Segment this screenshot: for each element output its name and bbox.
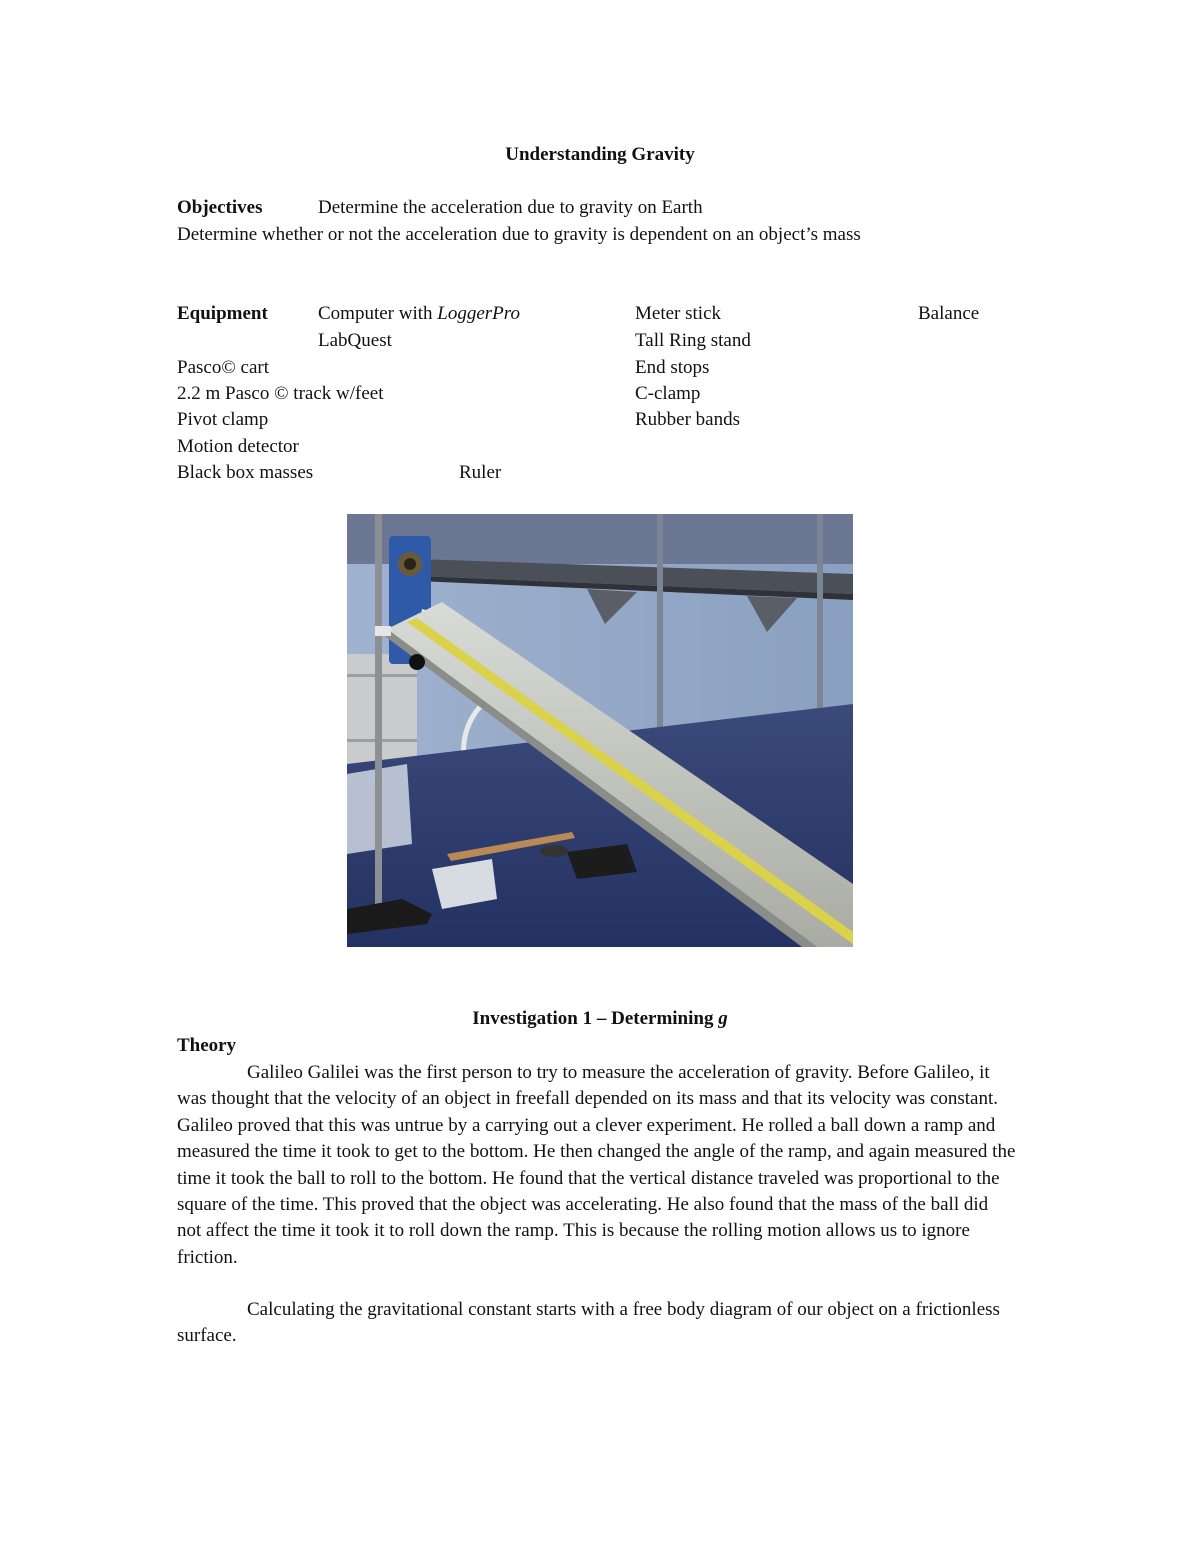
theory-paragraph-2 <box>177 1297 1017 1350</box>
theory-paragraph-1 <box>177 1060 1017 1271</box>
equipment-item: Pivot clamp <box>177 409 269 430</box>
objectives-label: Objectives <box>177 197 263 218</box>
theory-label: Theory <box>177 1035 237 1056</box>
equipment-software: LoggerPro <box>437 303 520 324</box>
equipment-computer <box>318 301 520 327</box>
investigation-title-text: Investigation 1 – Determining <box>472 1008 719 1029</box>
investigation-title <box>0 1006 1200 1032</box>
lab-setup-photo <box>347 514 853 947</box>
equipment-item: Motion detector <box>177 436 299 457</box>
equipment-item: 2.2 m Pasco © track w/feet <box>177 383 384 404</box>
equipment-item: Balance <box>918 303 980 324</box>
equipment-labquest: LabQuest <box>318 330 392 351</box>
equipment-item: Rubber bands <box>635 409 741 430</box>
equipment-item: End stops <box>635 357 710 378</box>
theory-paragraph-1-text: Galileo Galilei was the first person to try to measure the acceleration of gravity. Before Galileo, it was thought that the velocity of an object in freefall depended on its mass and that its velocity was constant. Galileo proved that this was untrue by a carrying out a clever experiment. He rolled a ball down a ramp and measured the time it took to get to the bottom. He then changed the angle of the ramp, and again measured the time it took the ball to roll to the bottom. He found that the vertical distance traveled was proportional to the square of the time. This proved that the object was accelerating. He also found that the mass of the ball did not affect the time it took it to roll down the ramp. This is because the rolling motion allows us to ignore friction. <box>177 1062 1016 1268</box>
equipment-item: C-clamp <box>635 383 701 404</box>
equipment-item: Meter stick <box>635 303 722 324</box>
theory-paragraph-2-text: Calculating the gravitational constant starts with a free body diagram of our object on a frictionless surface. <box>177 1299 1000 1347</box>
objective-item-2: Determine whether or not the acceleration due to gravity is dependent on an object’s mass <box>177 224 861 245</box>
equipment-label: Equipment <box>177 303 268 324</box>
equipment-item: Tall Ring stand <box>635 330 751 351</box>
equipment-item: Pasco© cart <box>177 357 269 378</box>
equipment-computer-prefix: Computer with <box>318 303 438 324</box>
equipment-ruler: Ruler <box>459 462 502 483</box>
investigation-title-variable: g <box>718 1008 728 1029</box>
equipment-item: Black box masses <box>177 462 314 483</box>
objective-item-1: Determine the acceleration due to gravity on Earth <box>318 197 703 218</box>
page-title: Understanding Gravity <box>505 144 695 165</box>
